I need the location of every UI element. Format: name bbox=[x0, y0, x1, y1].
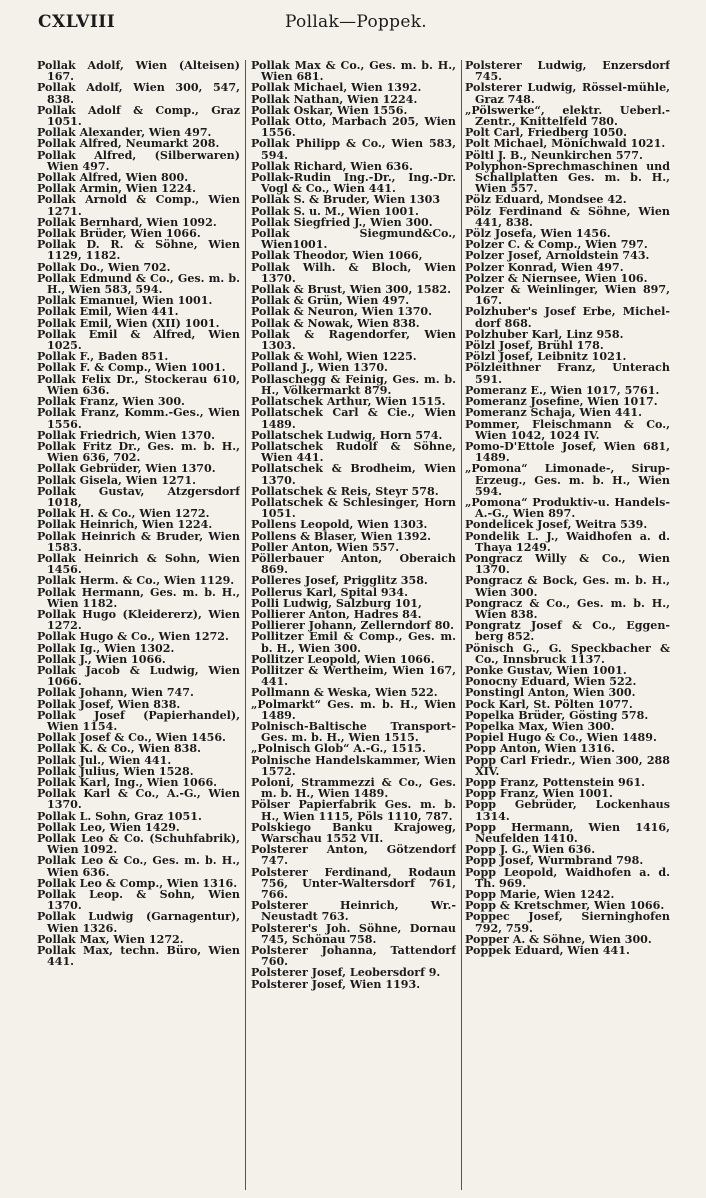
directory-entry: Pollak Leo, Wien 1429. bbox=[37, 820, 180, 834]
directory-entry: Pollak Emil & Alfred, Wien 1025. bbox=[37, 327, 240, 353]
directory-entry: Pollak Richard, Wien 636. bbox=[251, 159, 413, 173]
directory-entry: Pollak Josef, Wien 838. bbox=[37, 697, 181, 711]
directory-entry: „Pölswerke“, elektr. Ueberl.-Zentr., Knittelfeld 780. bbox=[465, 103, 670, 129]
directory-entry: Popp J. G., Wien 636. bbox=[465, 843, 596, 857]
directory-entry: Pölzleithner Franz, Unterach 591. bbox=[465, 361, 670, 386]
directory-entry: Ponocny Eduard, Wien 522. bbox=[465, 675, 637, 689]
directory-entry: Pollak Jul., Wien 441. bbox=[37, 753, 172, 767]
directory-entry: Pollitzer Emil & Comp., Ges. m. b. H., Wien 300. bbox=[251, 630, 456, 655]
directory-entry: Pollak Karl & Co., A.-G., Wien 1370. bbox=[37, 787, 240, 812]
directory-entry: Pollak Do., Wien 702. bbox=[37, 260, 171, 274]
directory-columns bbox=[0, 60, 706, 1194]
directory-entry: Pollak Hugo (Kleidererz), Wien 1272. bbox=[37, 607, 240, 633]
directory-entry: Ponstingl Anton, Wien 300. bbox=[465, 686, 636, 700]
directory-entry: Popp Gebrüder, Lockenhaus 1314. bbox=[465, 798, 670, 823]
directory-entry: Pollak K. & Co., Wien 838. bbox=[37, 742, 201, 756]
directory-entry: Pollak Alfred, Wien 800. bbox=[37, 171, 189, 185]
directory-entry: Pollak Adolf, Wien (Alteisen) 167. bbox=[37, 60, 240, 84]
directory-entry: Pollak Hermann, Ges. m. b. H., Wien 1182. bbox=[37, 585, 240, 610]
directory-entry: Pölser Papierfabrik Ges. m. b. H., Wien 1115, Pöls 1110, 787. bbox=[251, 798, 456, 823]
directory-entry: Pollak Franz, Wien 300. bbox=[37, 395, 185, 409]
directory-entry: Pollatschek & Schlesinger, Horn 1051. bbox=[251, 495, 456, 521]
directory-entry: Pöltl J. B., Neunkirchen 577. bbox=[465, 148, 643, 162]
directory-entry: Pölz Eduard, Mondsee 42. bbox=[465, 193, 627, 207]
directory-entry: Pollak Emil, Wien (XII) 1001. bbox=[37, 316, 220, 330]
directory-entry: Popp Carl Friedr., Wien 300, 288 XIV. bbox=[465, 753, 670, 778]
directory-entry: Pollak Fritz Dr., Ges. m. b. H., Wien 636, 702. bbox=[37, 439, 240, 465]
directory-entry: „Polmarkt“ Ges. m. b. H., Wien 1489. bbox=[251, 697, 456, 722]
directory-entry: Poller Anton, Wien 557. bbox=[251, 540, 400, 554]
page-header bbox=[0, 0, 706, 46]
directory-entry: Pollak Julius, Wien 1528. bbox=[37, 764, 194, 778]
directory-entry: „Pomona“ Produktiv-u. Handels-A.-G., Wien 897. bbox=[465, 495, 670, 521]
directory-entry: Pollak Leo & Comp., Wien 1316. bbox=[37, 876, 238, 890]
directory-entry: Polsterer Ludwig, Rössel-mühle, Graz 748. bbox=[465, 81, 670, 106]
directory-entry: Pöllerbauer Anton, Oberaich 869. bbox=[251, 551, 456, 577]
directory-entry: Pollak Theodor, Wien 1066, bbox=[251, 249, 423, 263]
directory-entry: Polyphon-Sprechmaschinen und Schallplatten Ges. m. b. H., Wien 557. bbox=[465, 159, 670, 196]
directory-entry: Pollak & Ragendorfer, Wien 1303. bbox=[251, 327, 456, 353]
directory-entry: Pomeranz Josefine, Wien 1017. bbox=[465, 395, 658, 409]
directory-entry: Polsterer Ludwig, Enzersdorf 745. bbox=[465, 60, 670, 84]
directory-entry: Pollak Friedrich, Wien 1370. bbox=[37, 428, 215, 442]
directory-entry: Pollak Wilh. & Bloch, Wien 1370. bbox=[251, 260, 456, 285]
directory-entry: Pollak Josef & Co., Wien 1456. bbox=[37, 731, 226, 745]
directory-entry: Polnisch-Baltische Transport-Ges. m. b. H., Wien 1515. bbox=[251, 719, 456, 745]
directory-entry: Popper A. & Söhne, Wien 300. bbox=[465, 932, 652, 946]
directory-entry: Polland J., Wien 1370. bbox=[251, 361, 388, 375]
directory-entry: Pollak Alfred, Neumarkt 208. bbox=[37, 137, 220, 151]
directory-entry: Pollak Leo & Co., Ges. m. b. H., Wien 636. bbox=[37, 854, 240, 879]
directory-entry: Pollak Leop. & Sohn, Wien 1370. bbox=[37, 888, 240, 913]
directory-entry: Pongracz & Bock, Ges. m. b. H., Wien 300. bbox=[465, 574, 670, 599]
directory-entry: Pollak H. & Co., Wien 1272. bbox=[37, 507, 210, 521]
directory-entry: Polzer C. & Comp., Wien 797. bbox=[465, 238, 648, 252]
directory-entry: Popp & Kretschmer, Wien 1066. bbox=[465, 899, 665, 913]
directory-entry: „Polnisch Glob“ A.-G., 1515. bbox=[251, 742, 426, 756]
directory-entry: Pollak Leo & Co. (Schuhfabrik), Wien 1092. bbox=[37, 832, 240, 857]
directory-entry: Pollak Heinrich & Sohn, Wien 1456. bbox=[37, 551, 240, 577]
directory-entry: Pollak L. Sohn, Graz 1051. bbox=[37, 809, 202, 823]
directory-entry: Pölzl Josef, Brühl 178. bbox=[465, 339, 604, 353]
directory-entry: Pomo-D'Ettole Josef, Wien 681, 1489. bbox=[465, 439, 670, 465]
directory-entry: Pollens Leopold, Wien 1303. bbox=[251, 518, 428, 532]
directory-entry: Pondelik L. J., Waidhofen a. d. Thaya 1249. bbox=[465, 529, 670, 554]
directory-entry: Pollerus Karl, Spital 934. bbox=[251, 585, 408, 599]
directory-entry: Polsterer Anton, Götzendorf 747. bbox=[251, 843, 456, 868]
directory-entry: Pollak & Brust, Wien 300, 1582. bbox=[251, 283, 451, 297]
directory-entry: Pollak Johann, Wien 747. bbox=[37, 686, 194, 700]
directory-entry: Pollak Edmund & Co., Ges. m. b. H., Wien 583, 594. bbox=[37, 271, 240, 297]
directory-entry: Pollak-Rudin Ing.-Dr., Ing.-Dr. Vogl & Co., Wien 441. bbox=[251, 171, 456, 196]
directory-entry: Pollak Heinrich & Bruder, Wien 1583. bbox=[37, 529, 240, 554]
directory-entry: Pollak Franz, Komm.-Ges., Wien 1556. bbox=[37, 406, 240, 431]
directory-entry: Pollak Karl, Ing., Wien 1066. bbox=[37, 776, 218, 789]
directory-entry: Pommer, Fleischmann & Co., Wien 1042, 1024 IV. bbox=[465, 417, 670, 442]
directory-entry: Pollatschek & Reis, Steyr 578. bbox=[251, 484, 439, 498]
directory-entry: Pollak Max, Wien 1272. bbox=[37, 932, 184, 946]
directory-entry: Pongracz & Co., Ges. m. b. H., Wien 838. bbox=[465, 596, 670, 621]
directory-entry: Pollak Heinrich, Wien 1224. bbox=[37, 518, 213, 532]
directory-entry: Polzer Konrad, Wien 497. bbox=[465, 260, 624, 274]
directory-entry: Pollatschek Carl & Cie., Wien 1489. bbox=[251, 406, 456, 431]
directory-entry: Polnische Handelskammer, Wien 1572. bbox=[251, 753, 456, 778]
directory-entry: Popp Franz, Pottenstein 961. bbox=[465, 776, 646, 789]
directory-entry: Pomeranz Schaja, Wien 441. bbox=[465, 406, 642, 420]
directory-entry: Pongracz Willy & Co., Wien 1370. bbox=[465, 551, 670, 577]
directory-entry: Popelka Max, Wien 300. bbox=[465, 719, 615, 733]
directory-entry: Pölz Josefa, Wien 1456. bbox=[465, 227, 611, 241]
directory-entry: Pollak & Grün, Wien 497. bbox=[251, 294, 410, 308]
directory-entry: Pollak Siegmund&Co., Wien1001. bbox=[251, 227, 456, 252]
directory-entry: Pollierer Anton, Hadres 84. bbox=[251, 607, 422, 621]
directory-entry: Pollak F. & Comp., Wien 1001. bbox=[37, 361, 226, 375]
directory-entry: Pollaschegg & Feinig, Ges. m. b. H., Völkermarkt 879. bbox=[251, 372, 456, 397]
column-left bbox=[37, 60, 240, 1194]
directory-entry: Pollitzer Leopold, Wien 1066. bbox=[251, 652, 435, 666]
directory-entry: Pollatschek & Brodheim, Wien 1370. bbox=[251, 462, 456, 487]
directory-entry: Polzer & Weinlinger, Wien 897, 167. bbox=[465, 283, 670, 308]
directory-entry: Popp Marie, Wien 1242. bbox=[465, 888, 615, 902]
directory-entry: Polleres Josef, Prigglitz 358. bbox=[251, 574, 428, 588]
directory-entry: Polskiego Banku Krajoweg, Warschau 1552 VII. bbox=[251, 820, 456, 846]
directory-entry: Ponke Gustav, Wien 1001. bbox=[465, 663, 627, 677]
directory-entry: Pollak Felix Dr., Stockerau 610, Wien 636. bbox=[37, 372, 240, 397]
directory-entry: Popiel Hugo & Co., Wien 1489. bbox=[465, 731, 657, 745]
directory-entry: Polzhuber's Josef Erbe, Michel-dorf 868. bbox=[465, 305, 670, 330]
directory-entry: Pollak J., Wien 1066. bbox=[37, 652, 166, 666]
directory-entry: Pollatschek Ludwig, Horn 574. bbox=[251, 428, 443, 442]
directory-entry: Pollak Siegfried J., Wien 300. bbox=[251, 215, 433, 229]
directory-entry: Polsterer Ferdinand, Rodaun 756, Unter-Waltersdorf 761, 766. bbox=[251, 865, 456, 902]
directory-entry: Popp Hermann, Wien 1416, Neufelden 1410. bbox=[465, 820, 670, 846]
directory-entry: Pollak Ludwig (Garnagentur), Wien 1326. bbox=[37, 910, 240, 935]
directory-entry: Pollens & Blaser, Wien 1392. bbox=[251, 529, 432, 543]
directory-entry: Polzer & Niernsee, Wien 106. bbox=[465, 271, 648, 285]
directory-entry: Pomeranz E., Wien 1017, 5761. bbox=[465, 383, 660, 397]
directory-entry: Pollak Emanuel, Wien 1001. bbox=[37, 294, 213, 308]
directory-entry: Polzhuber Karl, Linz 958. bbox=[465, 327, 624, 341]
directory-entry: Poppec Josef, Sierninghofen 792, 759. bbox=[465, 910, 670, 935]
directory-entry: Pollak Arnold & Comp., Wien 1271. bbox=[37, 193, 240, 218]
directory-entry: Pollak Hugo & Co., Wien 1272. bbox=[37, 630, 229, 644]
directory-entry: Pollak D. R. & Söhne, Wien 1129, 1182. bbox=[37, 238, 240, 263]
page-title: Pollak—Poppek. bbox=[285, 12, 428, 32]
directory-entry: Pollatschek Arthur, Wien 1515. bbox=[251, 395, 446, 409]
directory-entry: Pollak S. & Bruder, Wien 1303 bbox=[251, 193, 441, 207]
directory-entry: Polsterer Josef, Leobersdorf 9. bbox=[251, 966, 441, 980]
directory-entry: Pölzl Josef, Leibnitz 1021. bbox=[465, 350, 627, 364]
directory-entry: Pollak S. u. M., Wien 1001. bbox=[251, 204, 419, 218]
directory-entry: Pock Karl, St. Pölten 1077. bbox=[465, 697, 633, 711]
directory-entry: Polzer Josef, Arnoldstein 743. bbox=[465, 249, 650, 263]
directory-entry: Pollak Nathan, Wien 1224. bbox=[251, 92, 418, 106]
directory-entry: Pollak Philipp & Co., Wien 583, 594. bbox=[251, 137, 456, 162]
directory-entry: Poloni, Strammezzi & Co., Ges. m. b. H., Wien 1489. bbox=[251, 776, 456, 801]
directory-entry: Pollak Ig., Wien 1302. bbox=[37, 641, 175, 655]
page-number: CXLVIII bbox=[38, 12, 116, 32]
directory-entry: Pollak Herm. & Co., Wien 1129. bbox=[37, 574, 235, 588]
directory-entry: Pölz Ferdinand & Söhne, Wien 441, 838. bbox=[465, 204, 670, 229]
directory-entry: Pollak & Wohl, Wien 1225. bbox=[251, 350, 417, 364]
directory-entry: Pollak Adolf & Comp., Graz 1051. bbox=[37, 103, 240, 129]
directory-entry: Pollatschek Rudolf & Söhne, Wien 441. bbox=[251, 439, 456, 465]
directory-entry: Pollak Michael, Wien 1392. bbox=[251, 81, 422, 95]
directory-entry: Polsterer Heinrich, Wr.-Neustadt 763. bbox=[251, 899, 456, 924]
directory-entry: Pollak & Nowak, Wien 838. bbox=[251, 316, 420, 330]
directory-entry: Pollak Josef (Papierhandel), Wien 1154. bbox=[37, 708, 240, 733]
directory-entry: Polt Carl, Friedberg 1050. bbox=[465, 126, 628, 140]
directory-entry: Pollak Gisela, Wien 1271. bbox=[37, 473, 196, 487]
directory-entry: „Pomona“ Limonade-, Sirup-Erzeug., Ges. m. b. H., Wien 594. bbox=[465, 462, 670, 498]
directory-entry: Pollak Max & Co., Ges. m. b. H., Wien 681. bbox=[251, 60, 456, 84]
directory-entry: Pollak Oskar, Wien 1556. bbox=[251, 103, 408, 117]
directory-entry: Polsterer Johanna, Tattendorf 760. bbox=[251, 944, 456, 969]
directory-entry: Pönisch G., G. Speckbacher & Co., Innsbruck 1137. bbox=[465, 641, 670, 666]
directory-entry: Polli Ludwig, Salzburg 101, bbox=[251, 596, 422, 610]
directory-entry: Popp Leopold, Waidhofen a. d. Th. 969. bbox=[465, 865, 670, 890]
directory-entry: Pollitzer & Wertheim, Wien 167, 441. bbox=[251, 663, 456, 689]
directory-entry: Pollak Brüder, Wien 1066. bbox=[37, 227, 201, 241]
directory-entry: Pollak Adolf, Wien 300, 547, 838. bbox=[37, 81, 240, 106]
directory-entry: Poppek Eduard, Wien 441. bbox=[465, 944, 630, 958]
directory-entry: Pollak Otto, Marbach 205, Wien 1556. bbox=[251, 115, 456, 140]
directory-entry: Pollierer Johann, Zellerndorf 80. bbox=[251, 619, 455, 633]
directory-entry: Popp Josef, Wurmbrand 798. bbox=[465, 854, 644, 868]
directory-entry: Pongratz Josef & Co., Eggen-berg 852. bbox=[465, 619, 670, 644]
directory-entry: Pollak Gustav, Atzgersdorf 1018, bbox=[37, 484, 240, 509]
directory-entry: Pollak Alexander, Wien 497. bbox=[37, 126, 212, 140]
directory-entry: Popelka Brüder, Gösting 578. bbox=[465, 708, 649, 722]
directory-entry: Pondelicek Josef, Weitra 539. bbox=[465, 518, 648, 532]
directory-entry: Pollak Gebrüder, Wien 1370. bbox=[37, 462, 216, 476]
directory-entry: Popp Anton, Wien 1316. bbox=[465, 742, 616, 756]
directory-entry: Pollak Max, techn. Büro, Wien 441. bbox=[37, 944, 240, 969]
directory-entry: Pollak Armin, Wien 1224. bbox=[37, 182, 197, 196]
directory-entry: Polt Michael, Mönichwald 1021. bbox=[465, 137, 666, 151]
directory-entry: Pollak Jacob & Ludwig, Wien 1066. bbox=[37, 663, 240, 689]
column-middle bbox=[251, 60, 456, 1194]
directory-entry: Pollak Bernhard, Wien 1092. bbox=[37, 215, 217, 229]
directory-entry: Polsterer Josef, Wien 1193. bbox=[251, 977, 421, 991]
directory-entry: Pollmann & Weska, Wien 522. bbox=[251, 686, 438, 700]
directory-entry: Pollak Alfred, (Silberwaren) Wien 497. bbox=[37, 148, 240, 173]
column-right bbox=[465, 60, 670, 1194]
directory-entry: Pollak & Neuron, Wien 1370. bbox=[251, 305, 432, 319]
directory-entry: Pollak Emil, Wien 441. bbox=[37, 305, 179, 319]
directory-entry: Pollak F., Baden 851. bbox=[37, 350, 169, 364]
directory-entry: Popp Franz, Wien 1001. bbox=[465, 787, 613, 801]
directory-entry: Polsterer's Joh. Söhne, Dornau 745, Schönau 758. bbox=[251, 921, 456, 946]
